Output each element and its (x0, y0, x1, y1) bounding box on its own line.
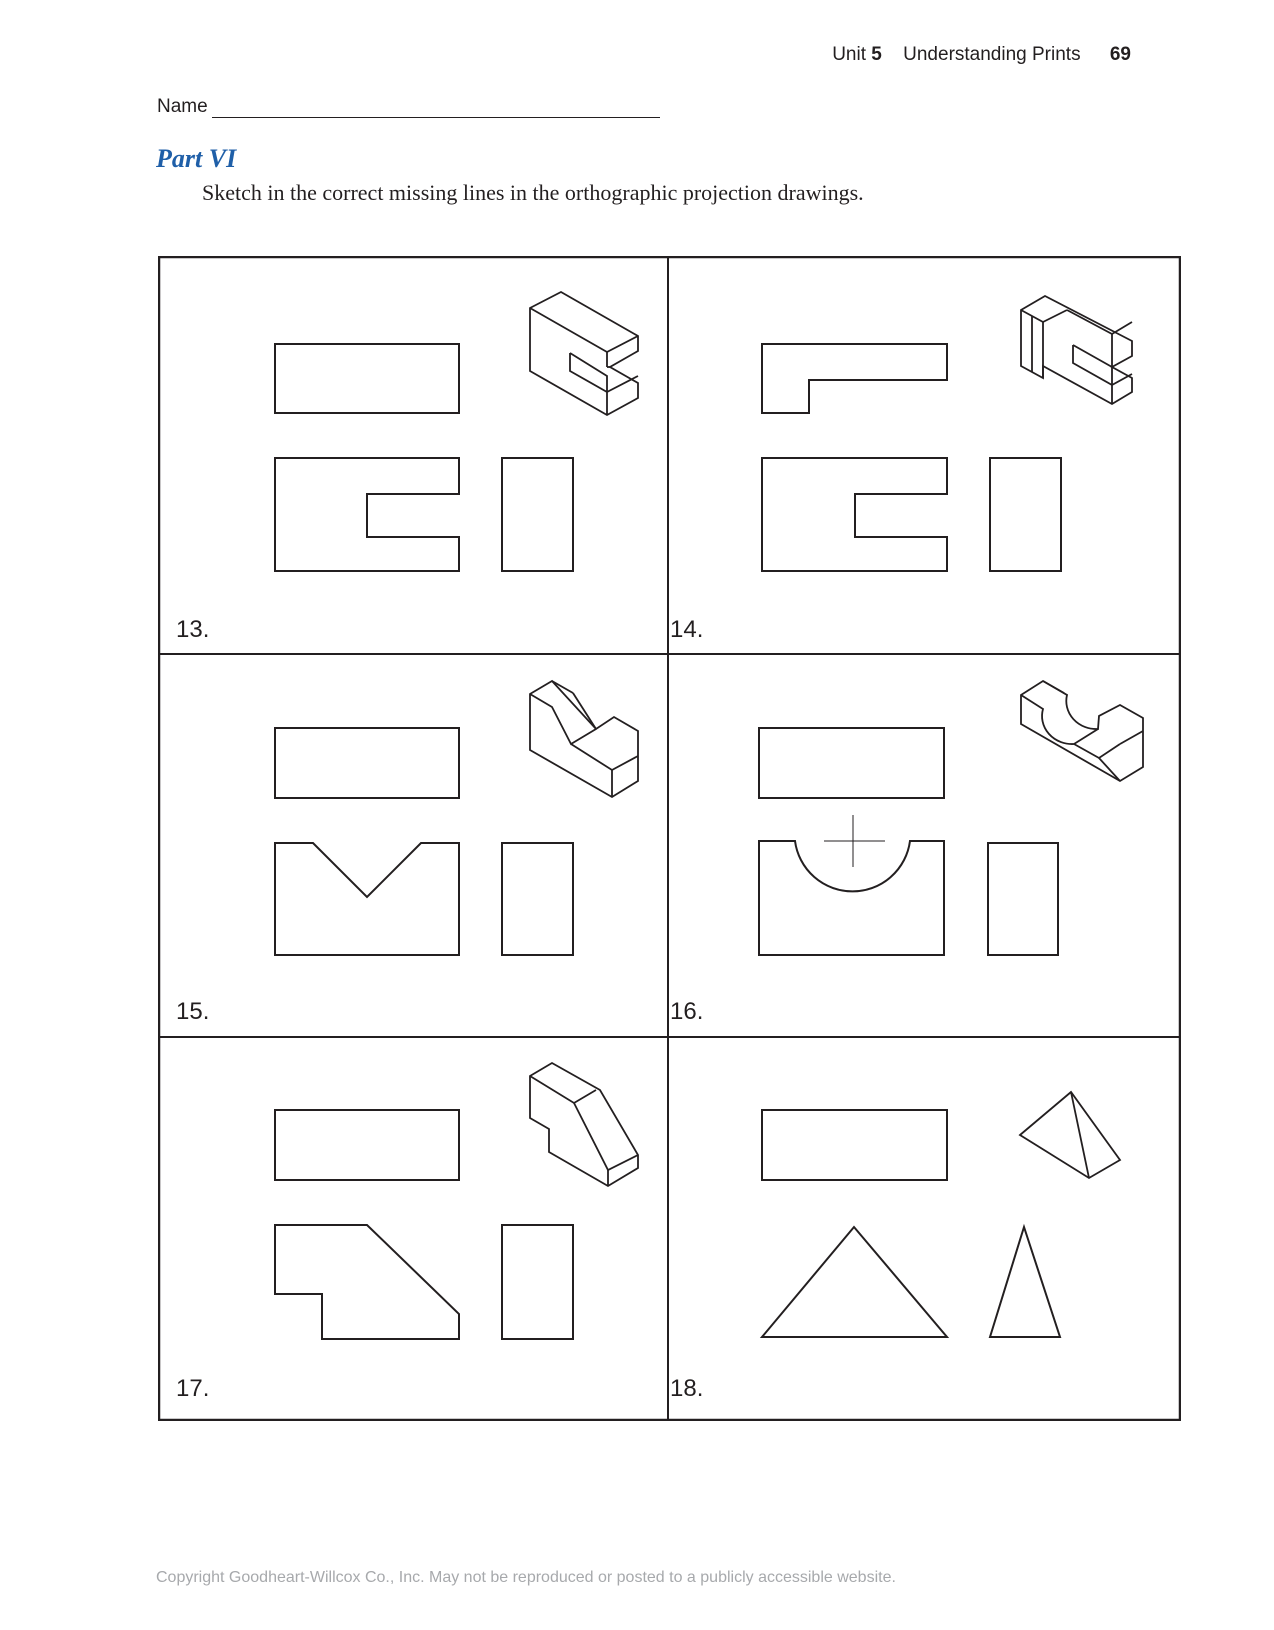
problem-number-17: 17. (176, 1375, 210, 1402)
problem-14-drawing (762, 296, 1132, 571)
unit-label: Unit (832, 44, 866, 65)
p15-front-view (275, 843, 459, 955)
page-number: 69 (1109, 44, 1131, 65)
part-title: Part VI (156, 144, 237, 173)
p16-side-view (988, 843, 1058, 955)
p15-side-view (502, 843, 573, 955)
chapter-title: Understanding Prints (903, 44, 1081, 65)
p13-isometric (530, 292, 638, 415)
p13-top-view (275, 344, 459, 413)
p15-top-view (275, 728, 459, 798)
exercise-grid (158, 256, 1181, 1421)
p16-isometric (1021, 681, 1143, 781)
unit-number: 5 (871, 44, 882, 65)
problem-17-drawing (275, 1063, 638, 1339)
name-field (157, 96, 660, 118)
problem-18-drawing (762, 1092, 1120, 1337)
problem-number-18: 18. (670, 1375, 704, 1402)
problem-13-drawing (275, 292, 638, 571)
p18-isometric (1020, 1092, 1120, 1178)
p17-front-view (275, 1225, 459, 1339)
p16-centerline (824, 815, 885, 867)
p14-top-view (762, 344, 947, 413)
name-blank-line[interactable] (212, 99, 660, 118)
name-label: Name (157, 96, 208, 117)
running-header (832, 44, 1131, 66)
p17-top-view (275, 1110, 459, 1180)
problem-15-drawing (275, 681, 638, 955)
p13-front-view (275, 458, 459, 571)
p15-isometric (530, 681, 638, 797)
copyright-footer: Copyright Goodheart-Willcox Co., Inc. May not be reproduced or posted to a publicly accessible website. (156, 1569, 896, 1586)
exercise-grid-drawing (158, 256, 1181, 1421)
p14-isometric (1021, 296, 1132, 404)
p14-side-view (990, 458, 1061, 571)
p17-side-view (502, 1225, 573, 1339)
problem-number-13: 13. (176, 616, 210, 643)
p18-side-view (990, 1227, 1060, 1337)
p18-front-view (762, 1227, 947, 1337)
p17-isometric (530, 1063, 638, 1186)
problem-16-drawing (759, 681, 1143, 955)
p13-side-view (502, 458, 573, 571)
problem-number-14: 14. (670, 616, 704, 643)
p18-top-view (762, 1110, 947, 1180)
p16-top-view (759, 728, 944, 798)
grid-frame (159, 257, 1180, 1420)
p14-front-view (762, 458, 947, 571)
problem-number-15: 15. (176, 998, 210, 1025)
instructions: Sketch in the correct missing lines in the orthographic projection drawings. (202, 180, 864, 205)
p16-front-view (759, 841, 944, 955)
problem-number-16: 16. (670, 998, 704, 1025)
